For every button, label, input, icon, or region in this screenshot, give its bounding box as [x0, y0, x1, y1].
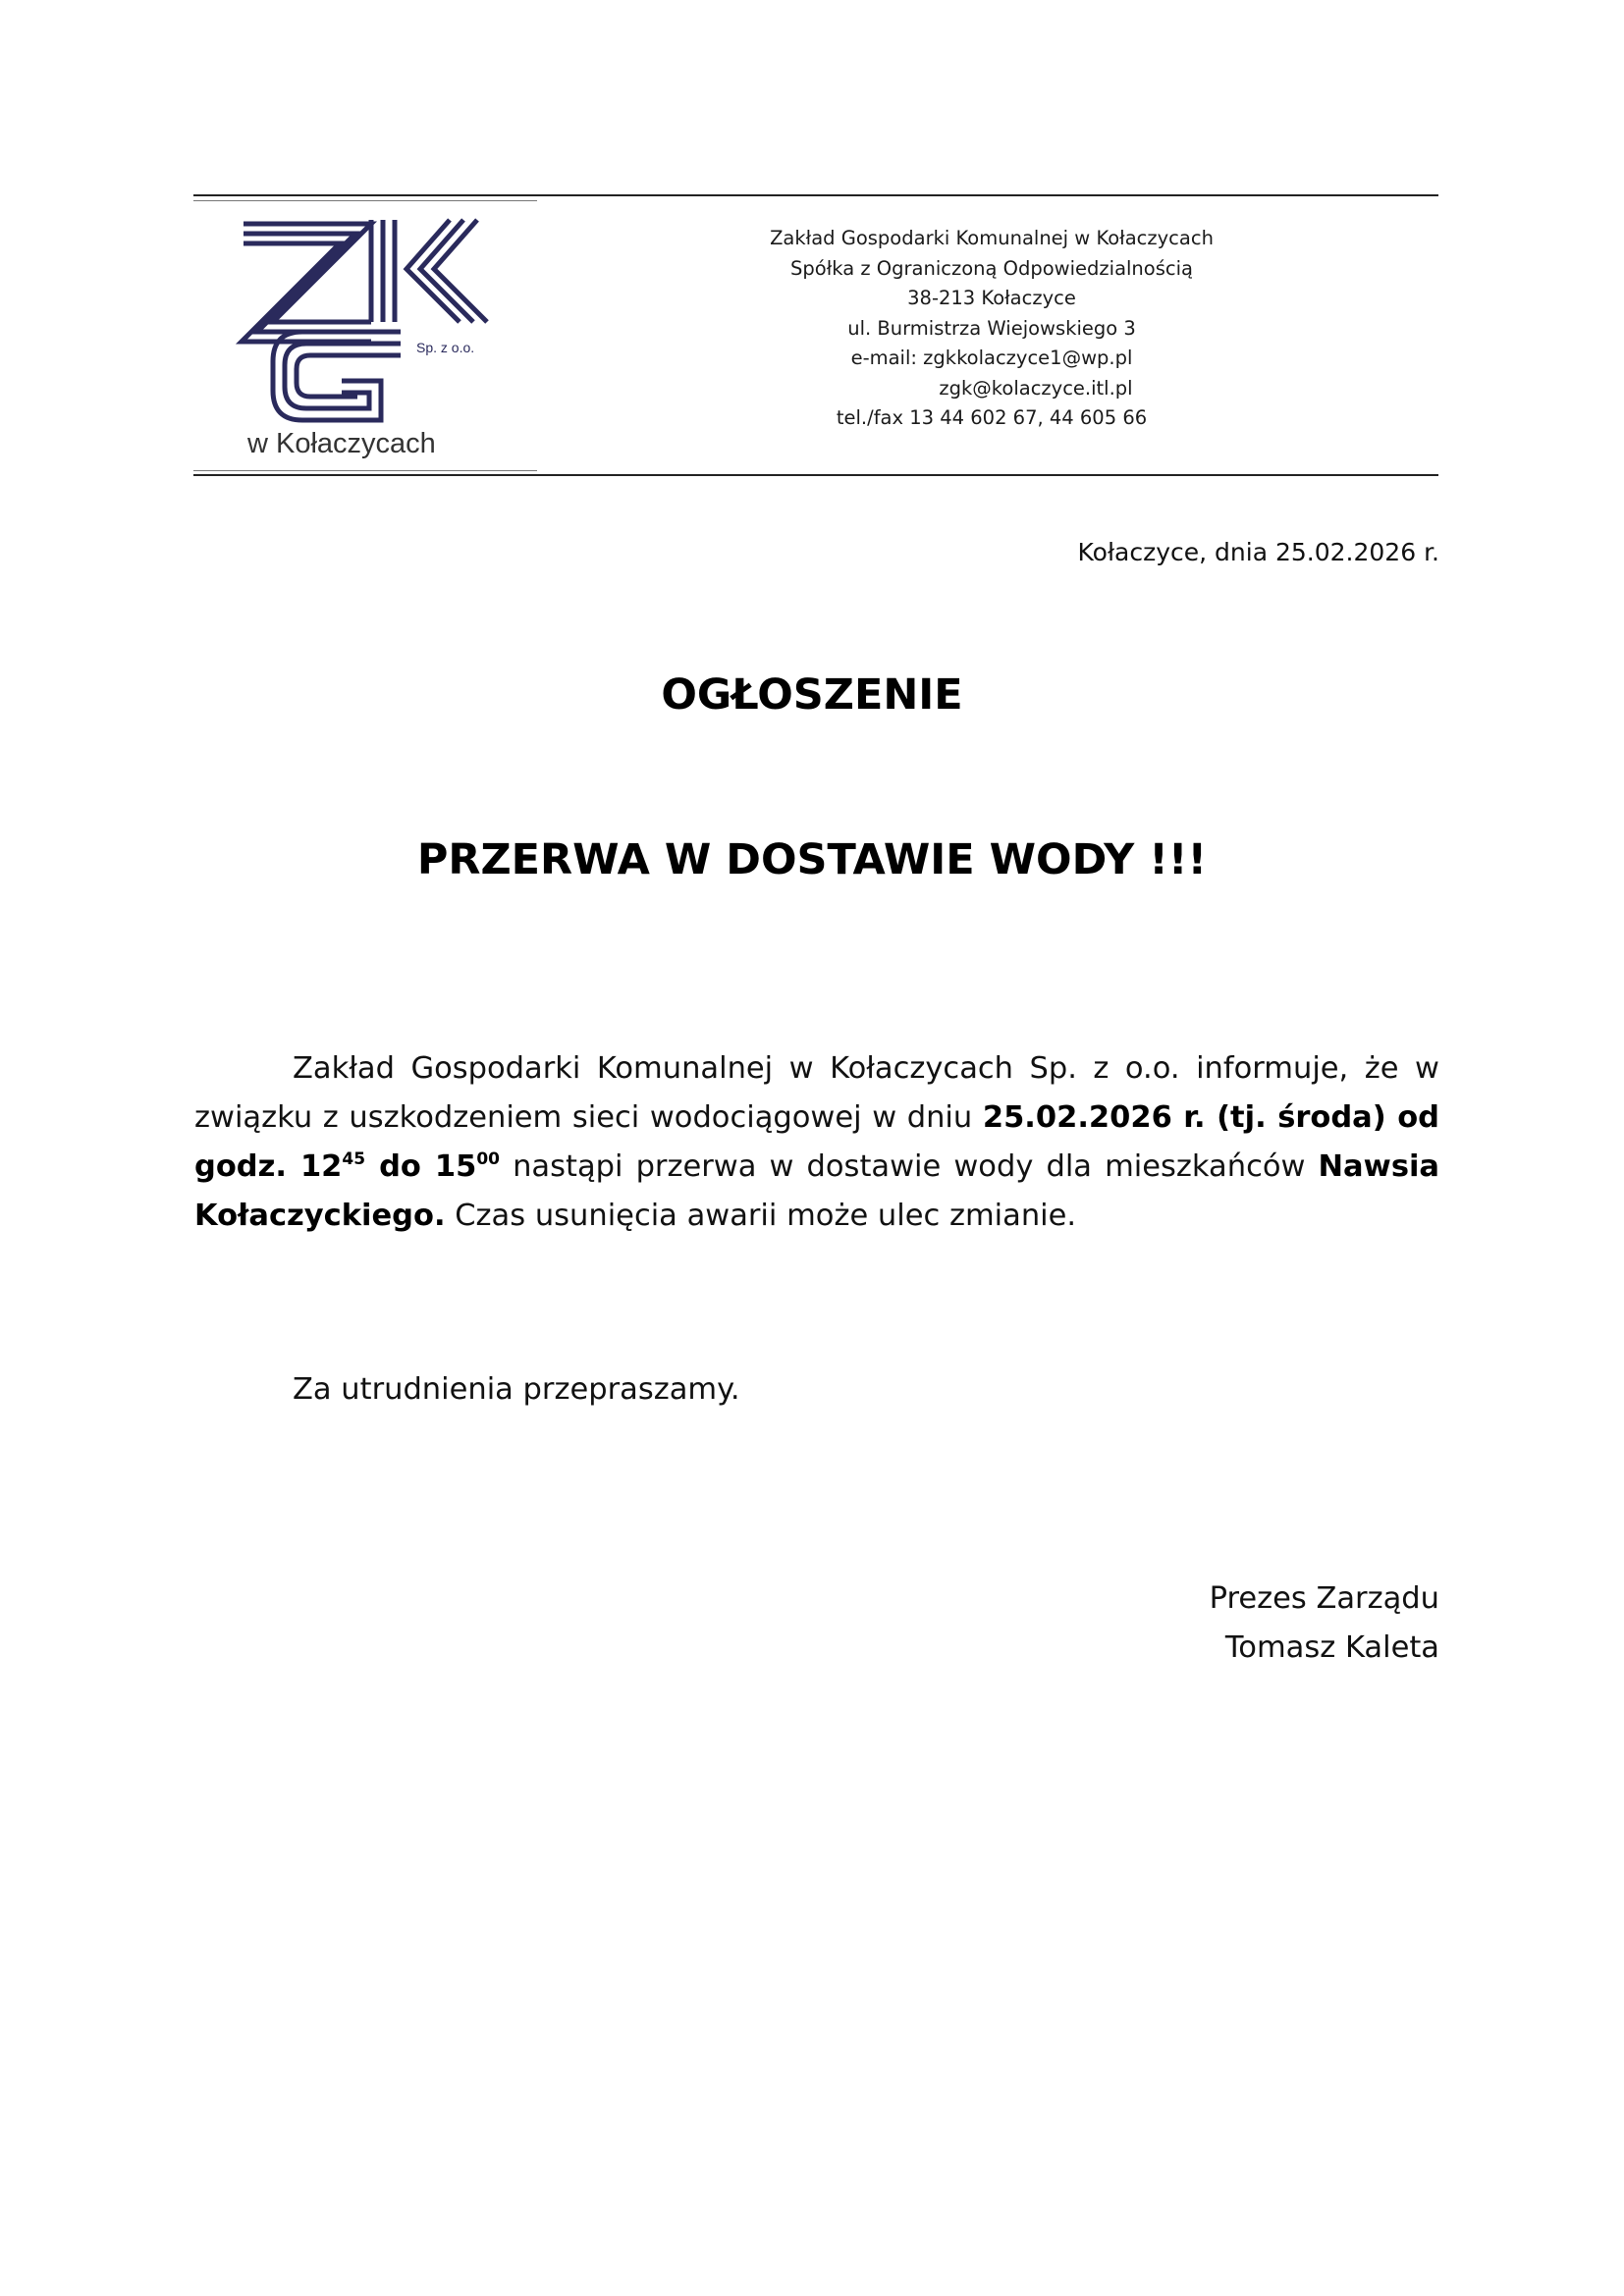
logo-town: w Kołaczycach	[247, 428, 436, 459]
zgk-logo-icon	[234, 214, 499, 425]
page-title: OGŁOSZENIE	[661, 670, 963, 720]
body-part-2: nastąpi przerwa w dostawie wody dla mieszkańców	[500, 1149, 1319, 1184]
organization-details	[717, 224, 1267, 434]
org-street: ul. Burmistrza Wiejowskiego 3	[847, 316, 1136, 340]
org-email-1: e-mail: zgkkolaczyce1@wp.pl	[850, 347, 1133, 369]
body-bold-date: 25.02.2026 r. (tj. środa) od godz. 12	[194, 1100, 1440, 1184]
logo-bottom-rule	[193, 470, 537, 471]
body-end-minutes: 00	[476, 1149, 501, 1169]
body-start-minutes: 45	[342, 1149, 366, 1169]
org-phone: tel./fax 13 44 602 67, 44 605 66	[836, 406, 1148, 429]
org-email-2: zgk@kolaczyce.itl.pl	[939, 376, 1133, 400]
signature-block	[1210, 1575, 1439, 1673]
document-date: Kołaczyce, dnia 25.02.2026 r.	[1077, 538, 1439, 566]
page-subtitle: PRZERWA W DOSTAWIE WODY !!!	[416, 835, 1208, 884]
company-logo	[234, 214, 528, 465]
header-top-rule	[193, 194, 1438, 196]
closing-line: Za utrudnienia przepraszamy.	[293, 1372, 740, 1407]
logo-legal-form: Sp. z o.o.	[416, 340, 475, 355]
body-bold-place: Nawsia Kołaczyckiego.	[194, 1149, 1440, 1233]
header-bottom-rule	[193, 474, 1438, 476]
org-postal-code: 38-213 Kołaczyce	[907, 287, 1076, 309]
signature-role: Prezes Zarządu	[1209, 1581, 1439, 1616]
body-part-3: Czas usunięcia awarii może ulec zmianie.	[445, 1199, 1077, 1233]
org-legal-form: Spółka z Ograniczoną Odpowiedzialnością	[790, 256, 1193, 280]
org-name: Zakład Gospodarki Komunalnej w Kołaczycach	[770, 227, 1214, 249]
body-bold-to: do 15	[365, 1149, 477, 1184]
logo-top-rule	[193, 200, 537, 201]
announcement-body	[194, 1044, 1439, 1241]
signature-name: Tomasz Kaleta	[1224, 1630, 1439, 1665]
body-part-1: Zakład Gospodarki Komunalnej w Kołaczycach Sp. z o.o. informuje, że w związku z uszkodzeniem sieci wodociągowej w dniu	[194, 1051, 1439, 1135]
